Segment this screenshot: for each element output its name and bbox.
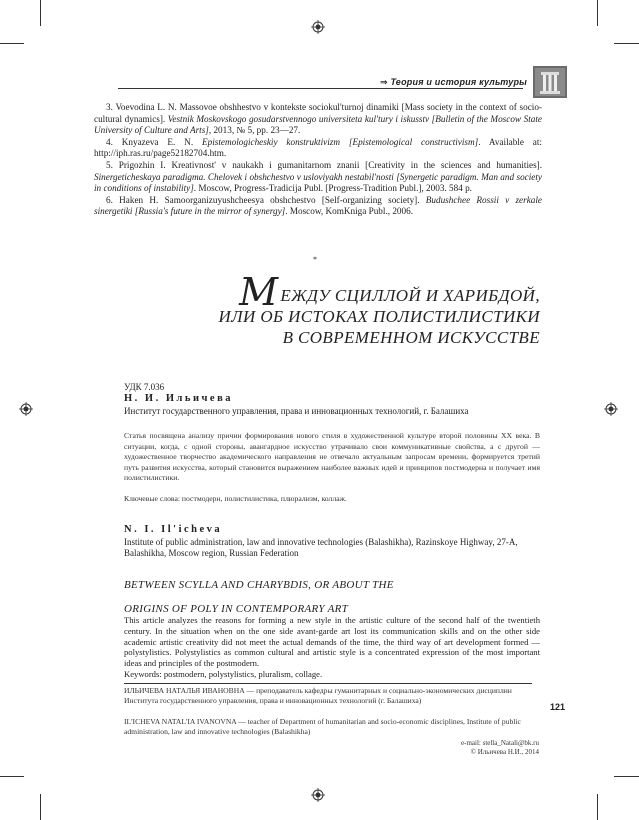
- journal-logo-icon: [533, 66, 567, 98]
- udk-code: УДК 7.036: [124, 382, 165, 392]
- author-name-en: N. I. Il'icheva: [124, 524, 223, 535]
- reference-item: 5. Prigozhin I. Kreativnost' v naukakh i gumanitarnom znanii [Creativity in the sciences and humanities]. Sinergeticheskaya paradigma. Chelovek i obshchestvo v usloviyakh nestabil'nosti [Synergetic paradigm. Man and society in conditions of instability]. Moscow, Progress-Tradicija Publ. [Progress-Tradition Publ.], 2003. 584 p.: [94, 159, 543, 194]
- author-name-ru: Н. И. Ильичева: [124, 393, 233, 404]
- section-separator: *: [313, 255, 317, 264]
- author-info-en: IL'ICHEVA NATAL'IA IVANOVNA — teacher of Department of humanitarian and socio-economic disciplines, Institute of public administration, law and innovative technologies (Balashikha): [124, 717, 521, 736]
- reference-item: 4. Knyazeva E. N. Epistemologicheskiy konstruktivizm [Epistemological constructivism]. Available at: http://iph.ras.ru/page52182704.htm.: [94, 136, 542, 159]
- crop-mark: [0, 43, 24, 44]
- registration-mark-icon: [19, 402, 33, 416]
- registration-mark-icon: [311, 20, 325, 34]
- crop-mark: [40, 794, 41, 820]
- crop-mark: [0, 776, 24, 777]
- author-info-ru: ИЛЬИЧЕВА НАТАЛЬЯ ИВАНОВНА — преподаватель кафедры гуманитарных и социально-экономических дисциплин Института государственного управления, права и инновационных технологий (г. Балашиха): [124, 686, 512, 705]
- keywords-ru: Ключевые слова: постмодерн, полистилистика, плюрализм, коллаж.: [124, 494, 347, 503]
- article-title-en: BETWEEN SCYLLA AND CHARYBDIS, OR ABOUT THE ORIGINS OF POLY IN CONTEMPORARY ART: [124, 579, 394, 615]
- abstract-ru: Статья посвящена анализу причин формирования нового стиля в художественной культуре второй половины ХХ века. В ситуации, когда, с одной стороны, авангардное искусство утрачивало свои коммуникативные свойства, а с другой — художественное творчество академического направления не отвечало актуальным запросам времени, формируется третий путь развития искусства, который становится выражением наиболее важных идей и принципов постмодерна и получает имя полистилистики.: [124, 431, 540, 482]
- page-number: 121: [550, 702, 566, 712]
- abstract-en: This article analyzes the reasons for forming a new style in the artistic culture of the second half of the twentieth century. In the situation when on the one side avant-garde art lost its communication skills and on the other side academic artistic creativity did not meet the actual demands of the time, the third way of art development formed — polystylistics. Polystylistics as common cultural and artistic style is a concentrated expression of the most important ideas and principles of the postmodern.: [124, 615, 540, 669]
- header-rule: [118, 88, 523, 89]
- registration-mark-icon: [311, 788, 325, 802]
- registration-mark-icon: [604, 402, 618, 416]
- crop-mark: [597, 794, 598, 820]
- article-title: МЕЖДУ СЦИЛЛОЙ И ХАРИБДОЙ, ИЛИ ОБ ИСТОКАХ ПОЛИСТИЛИСТИКИ В СОВРЕМЕННОМ ИСКУССТВЕ: [218, 270, 540, 347]
- footnote-rule: [124, 683, 532, 684]
- crop-mark: [614, 43, 639, 44]
- copyright-notice: © Ильичева Н.И., 2014: [470, 748, 539, 756]
- section-header: ⇒ Теория и история культуры: [380, 77, 528, 87]
- crop-mark: [40, 0, 41, 26]
- institution-ru: Институт государственного управления, права и инновационных технологий, г. Балашиха: [124, 406, 469, 416]
- references-list: [94, 102, 542, 218]
- reference-item: 6. Haken H. Samoorganizuyushcheesya obshchestvo [Self-organizing society]. Budushchee Rossii v zerkale sinergetiki [Russia's future in the mirror of synergy]. Moscow, KomKniga Publ., 2006.: [94, 194, 543, 217]
- reference-item: 3. Voevodina L. N. Massovoe obshhestvo v kontekste sociokul'turnoj dinamiki [Mass society in the context of socio-cultural dynamics]. Vestnik Moskovskogo gosudarstvennogo universiteta kul'tury i iskusstv [Bulletin of the Moscow State University of Culture and Arts], 2013, № 5, pp. 23—27.: [94, 102, 542, 136]
- author-email: e-mail: stella_Natali@bk.ru: [461, 739, 539, 747]
- keywords-en: Keywords: postmodern, polystylistics, pluralism, collage.: [124, 669, 323, 679]
- crop-mark: [597, 0, 598, 26]
- crop-mark: [614, 776, 639, 777]
- title-initial: М: [239, 270, 279, 314]
- institution-en: Institute of public administration, law and innovative technologies (Balashikha), Razinskoye Highway, 27-A, Balashikha, Moscow region, Russian Federation: [124, 537, 518, 558]
